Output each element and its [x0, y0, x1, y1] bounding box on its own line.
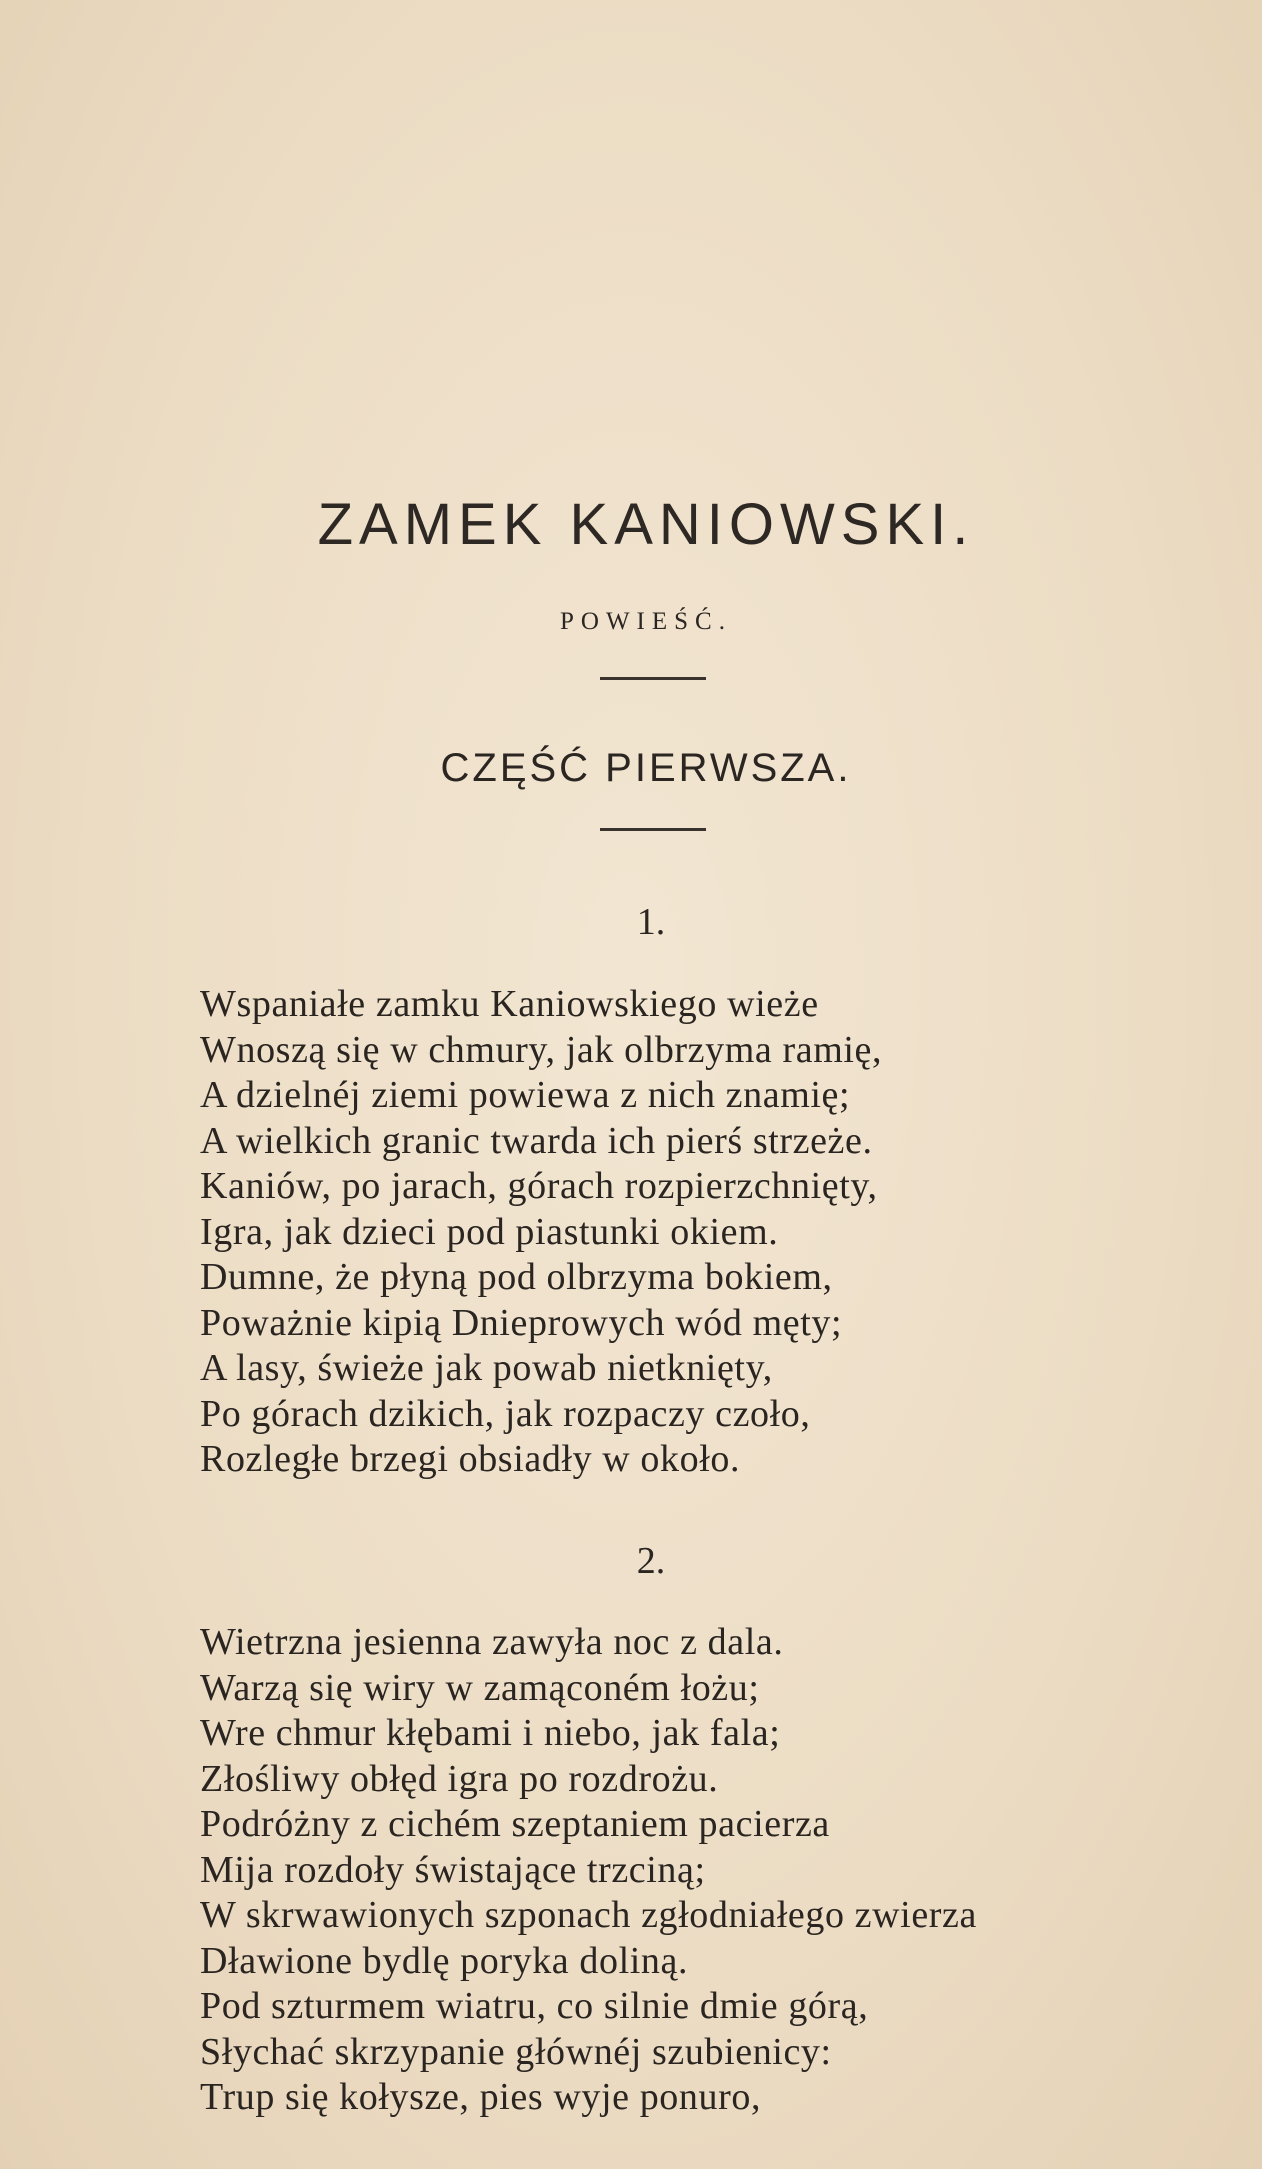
verse-line: Wnoszą się w chmury, jak olbrzyma ramię,: [200, 1028, 883, 1071]
stanza-number: 2.: [636, 1540, 666, 1582]
verse-line: Dławione bydlę poryka doliną.: [200, 1939, 689, 1982]
verse-line: Słychać skrzypanie głównéj szubienicy:: [200, 2030, 832, 2073]
stanza-2: [200, 1620, 1200, 2121]
verse-line: Mija rozdoły świstające trzciną;: [200, 1848, 706, 1891]
verse-line: Złośliwy obłęd igra po rozdrożu.: [200, 1757, 719, 1800]
verse-line: W skrwawionych szponach zgłodniałego zwierza: [200, 1894, 977, 1936]
verse-line: Pod szturmem wiatru, co silnie dmie górą,: [200, 1985, 869, 2027]
divider-rule: [600, 677, 706, 680]
part-heading: CZĘŚĆ PIERWSZA.: [440, 746, 852, 790]
verse-line: A wielkich granic twarda ich pierś strzeże.: [200, 1119, 873, 1162]
verse-line: Podróżny z cichém szeptaniem pacierza: [200, 1803, 830, 1845]
verse-line: A lasy, świeże jak powab nietknięty,: [200, 1347, 773, 1389]
page-title: ZAMEK KANIOWSKI.: [317, 492, 975, 557]
verse-line: Poważnie kipią Dnieprowych wód męty;: [200, 1301, 843, 1344]
verse-line: A dzielnéj ziemi powiewa z nich znamię;: [200, 1074, 851, 1116]
stanza-1: [200, 982, 1200, 1483]
verse-line: Wre chmur kłębami i niebo, jak fala;: [200, 1712, 781, 1754]
verse-line: Rozległe brzegi obsiadły w około.: [200, 1438, 741, 1480]
verse-line: Wspaniałe zamku Kaniowskiego wieże: [200, 983, 819, 1025]
verse-line: Wietrzna jesienna zawyła noc z dala.: [200, 1621, 784, 1663]
verse-line: Warzą się wiry w zamąconém łożu;: [200, 1666, 760, 1709]
page-subtitle: POWIEŚĆ.: [560, 608, 732, 635]
divider-rule: [600, 828, 706, 831]
verse-line: Trup się kołysze, pies wyje ponuro,: [200, 2076, 762, 2118]
stanza-number: 1.: [636, 901, 666, 943]
verse-line: Kaniów, po jarach, górach rozpierzchnięty,: [200, 1165, 878, 1207]
verse-line: Po górach dzikich, jak rozpaczy czoło,: [200, 1392, 811, 1435]
verse-line: Igra, jak dzieci pod piastunki okiem.: [200, 1210, 779, 1253]
verse-line: Dumne, że płyną pod olbrzyma bokiem,: [200, 1256, 833, 1298]
